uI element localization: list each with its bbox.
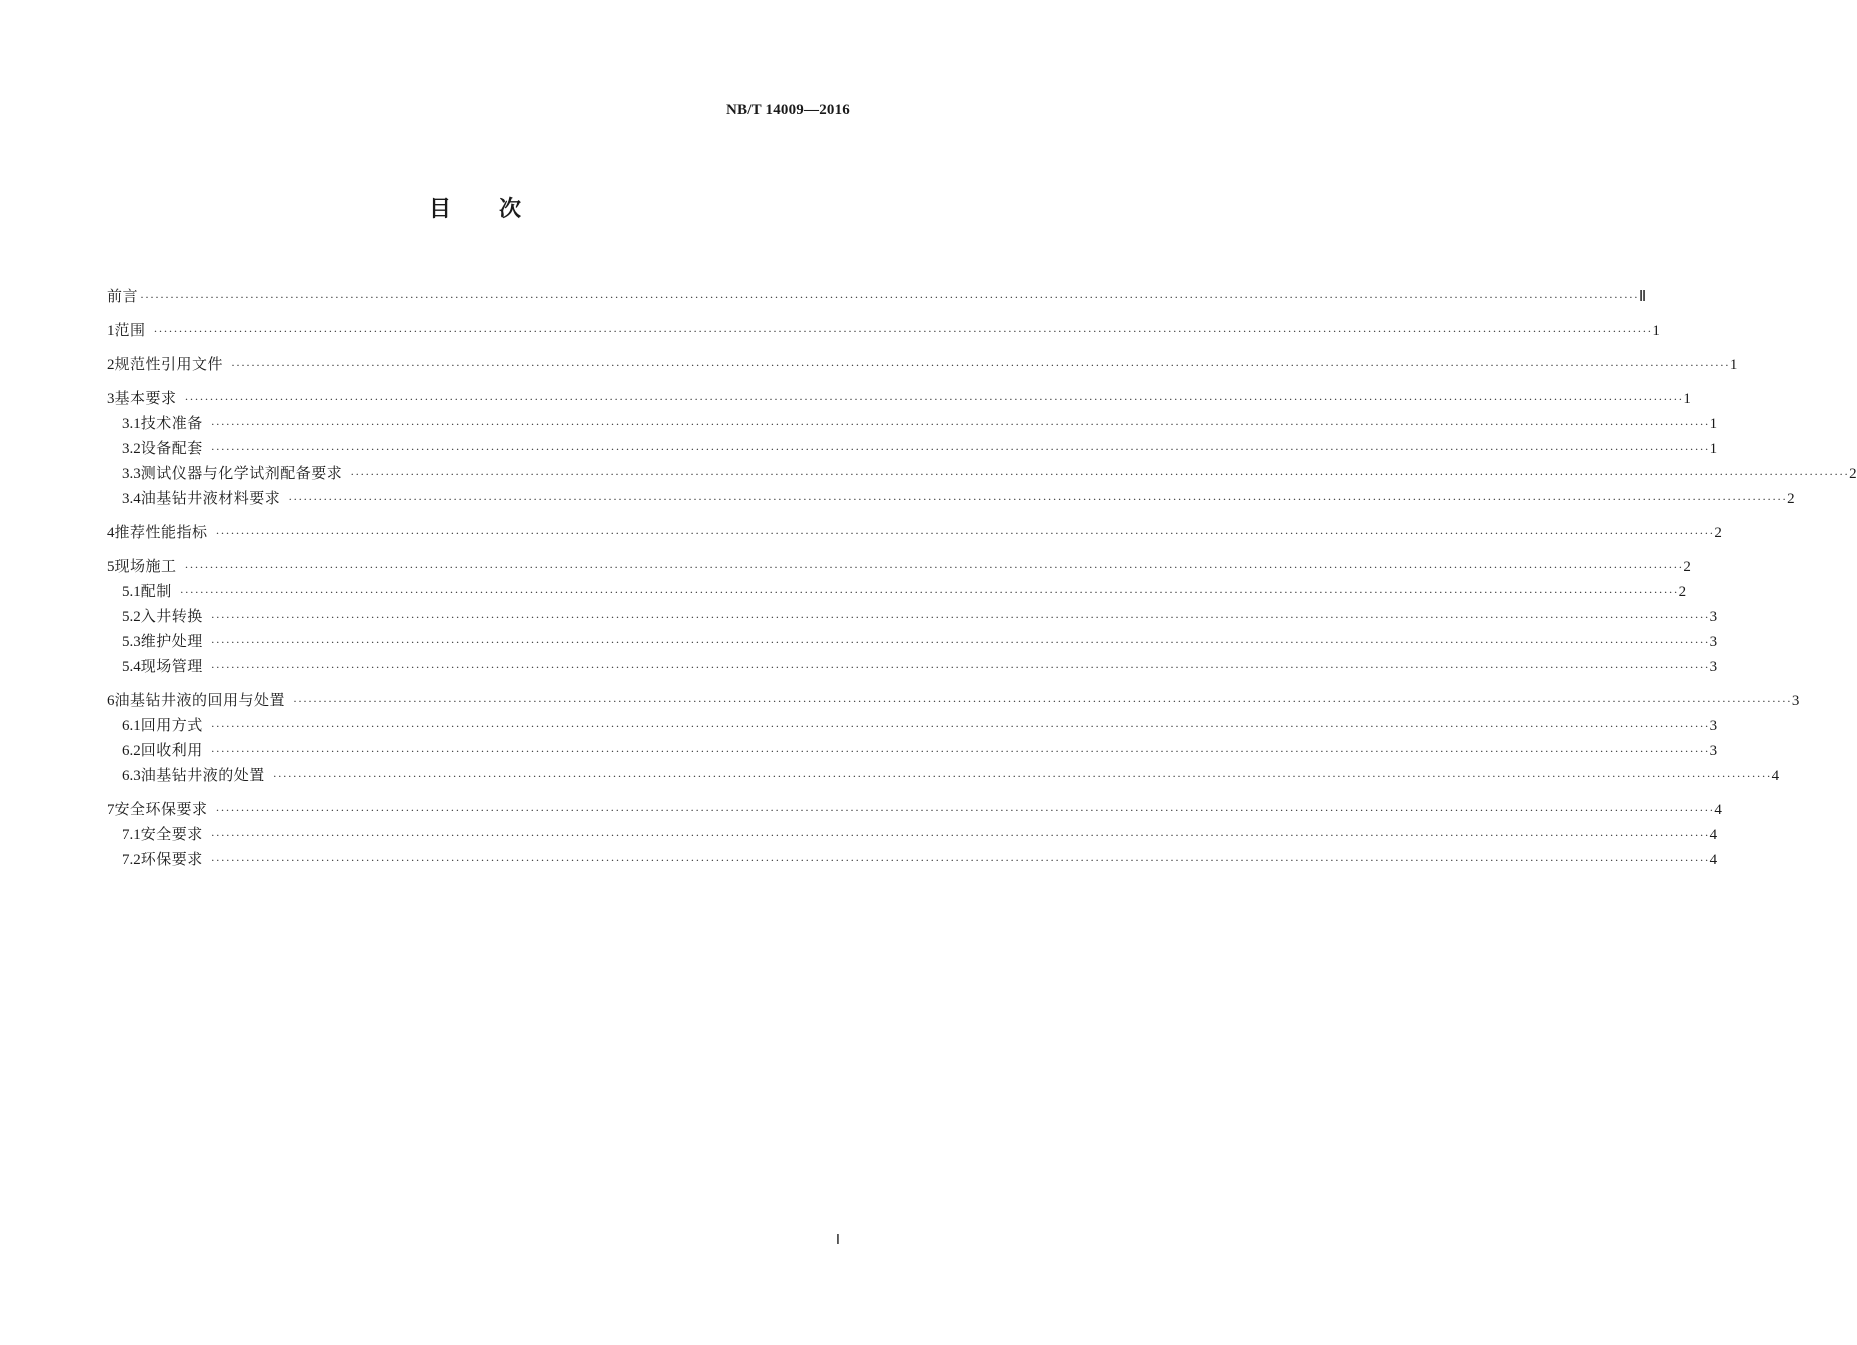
- toc-dot-leader: ············································································································································································································································································································: [231, 358, 1730, 372]
- toc-entry[interactable]: [107, 520, 1722, 545]
- toc-dot-leader: ············································································································································································································································································································: [215, 803, 1715, 817]
- toc-dot-leader: ············································································································································································································································································································: [184, 392, 1684, 406]
- toc-entry-label: 前言: [107, 287, 139, 305]
- toc-dot-leader: ············································································································································································································································································································: [179, 585, 1679, 599]
- toc-entry-label: 测试仪器与化学试剂配备要求: [140, 464, 343, 482]
- toc-entry[interactable]: [107, 688, 1800, 713]
- toc-entry-number: 3.2: [122, 441, 141, 457]
- toc-entry[interactable]: [107, 713, 1718, 738]
- toc-entry[interactable]: [107, 461, 1857, 486]
- toc-entry-number: 5: [107, 559, 115, 575]
- toc-entry[interactable]: [107, 797, 1722, 822]
- toc-entry[interactable]: [107, 352, 1738, 377]
- toc-entry-page: 3: [1709, 659, 1718, 675]
- toc-dot-leader: ············································································································································································································································································································: [272, 769, 1772, 783]
- standard-number: NB/T 14009—2016: [726, 102, 850, 118]
- toc-entry-label: 规范性引用文件: [114, 355, 224, 373]
- toc-dot-leader: ············································································································································································································································································································: [210, 635, 1710, 649]
- toc-entry[interactable]: [107, 554, 1691, 579]
- toc-entry-label: 安全要求: [140, 825, 203, 843]
- toc-entry-label: 油基钻井液的处置: [140, 766, 265, 784]
- toc-entry-number: 5.4: [122, 659, 141, 675]
- toc-entry-label: 设备配套: [140, 439, 203, 457]
- toc-dot-leader: ············································································································································································································································································································: [293, 694, 1792, 708]
- toc-entry[interactable]: [107, 629, 1718, 654]
- toc-entry-page: 2: [1787, 491, 1795, 507]
- toc-entry-number: 7.1: [122, 827, 141, 843]
- toc-entry-label: 安全环保要求: [114, 800, 208, 818]
- toc-entry-number: 1: [107, 323, 115, 339]
- toc-entry-page: Ⅱ: [1638, 289, 1647, 305]
- toc-entry-page: 1: [1729, 357, 1738, 373]
- toc-entry[interactable]: [107, 284, 1647, 309]
- toc-entry[interactable]: [107, 738, 1718, 763]
- toc-entry-page: 4: [1771, 768, 1780, 784]
- toc-entry-page: 1: [1683, 391, 1691, 407]
- toc-entry-number: 6.3: [122, 768, 141, 784]
- toc-entry-label: 入井转换: [140, 607, 203, 625]
- toc-entry-page: 2: [1714, 525, 1722, 541]
- toc-dot-leader: ············································································································································································································································································································: [140, 290, 1639, 304]
- toc-entry-number: 7: [107, 802, 115, 818]
- toc-dot-leader: ············································································································································································································································································································: [210, 442, 1710, 456]
- toc-entry-label: 现场管理: [140, 657, 203, 675]
- toc-entry[interactable]: [107, 411, 1718, 436]
- toc-entry-number: 6.2: [122, 743, 141, 759]
- toc-entry-number: 2: [107, 357, 115, 373]
- toc-entry-label: 环保要求: [140, 850, 203, 868]
- toc-entry-number: 6.1: [122, 718, 141, 734]
- toc-entry-number: 5.3: [122, 634, 141, 650]
- toc-entry-page: 1: [1709, 441, 1718, 457]
- toc-entry-number: 3.1: [122, 416, 141, 432]
- toc-entry-number: 5.1: [122, 584, 141, 600]
- toc-entry-number: 6: [107, 693, 115, 709]
- toc-entry-number: 7.2: [122, 852, 141, 868]
- toc-dot-leader: ············································································································································································································································································································: [210, 417, 1710, 431]
- toc-entry[interactable]: [107, 579, 1687, 604]
- toc-entry-label: 现场施工: [114, 557, 177, 575]
- toc-entry-page: 3: [1709, 718, 1718, 734]
- toc-entry-label: 技术准备: [140, 414, 203, 432]
- toc-entry-label: 维护处理: [140, 632, 203, 650]
- toc-entry-label: 配制: [140, 582, 172, 600]
- toc-entry-page: 1: [1652, 323, 1660, 339]
- toc-dot-leader: ············································································································································································································································································································: [210, 610, 1710, 624]
- toc-entry[interactable]: [107, 822, 1718, 847]
- toc-entry-number: 4: [107, 525, 115, 541]
- toc-dot-leader: ············································································································································································································································································································: [210, 744, 1710, 758]
- toc-dot-leader: ············································································································································································································································································································: [288, 492, 1788, 506]
- toc-entry-label: 范围: [114, 321, 146, 339]
- toc-dot-leader: ············································································································································································································································································································: [350, 467, 1850, 481]
- toc-entry-number: 3.4: [122, 491, 141, 507]
- toc-entry-page: 2: [1683, 559, 1691, 575]
- toc-dot-leader: ············································································································································································································································································································: [153, 324, 1653, 338]
- toc-entry[interactable]: [107, 318, 1660, 343]
- toc-entry-number: 3.3: [122, 466, 141, 482]
- toc-entry-page: 4: [1709, 852, 1718, 868]
- toc-entry-page: 3: [1791, 693, 1800, 709]
- toc-entry-page: 3: [1709, 743, 1718, 759]
- toc-entry[interactable]: [107, 386, 1691, 411]
- toc-entry[interactable]: [107, 847, 1718, 872]
- toc-entry[interactable]: [107, 486, 1795, 511]
- toc-dot-leader: ············································································································································································································································································································: [210, 828, 1710, 842]
- footer-page-number: Ⅰ: [835, 1233, 840, 1248]
- table-of-contents: [107, 284, 1857, 872]
- toc-dot-leader: ············································································································································································································································································································: [210, 853, 1710, 867]
- toc-dot-leader: ············································································································································································································································································································: [210, 660, 1710, 674]
- toc-entry[interactable]: [107, 654, 1718, 679]
- toc-dot-leader: ············································································································································································································································································································: [184, 560, 1684, 574]
- toc-entry-label: 回用方式: [140, 716, 203, 734]
- toc-entry-label: 油基钻井液的回用与处置: [114, 691, 286, 709]
- toc-entry-page: 4: [1714, 802, 1722, 818]
- toc-entry-page: 3: [1709, 634, 1718, 650]
- toc-entry-page: 2: [1678, 584, 1687, 600]
- toc-entry-number: 3: [107, 391, 115, 407]
- toc-entry-page: 1: [1709, 416, 1718, 432]
- toc-entry-page: 2: [1849, 466, 1857, 482]
- toc-entry-label: 基本要求: [114, 389, 177, 407]
- toc-dot-leader: ············································································································································································································································································································: [210, 719, 1710, 733]
- toc-dot-leader: ············································································································································································································································································································: [215, 526, 1715, 540]
- toc-entry-label: 油基钻井液材料要求: [140, 489, 281, 507]
- toc-entry-label: 推荐性能指标: [114, 523, 208, 541]
- toc-entry-label: 回收利用: [140, 741, 203, 759]
- page-title: 目次: [428, 197, 569, 222]
- toc-entry[interactable]: [107, 436, 1718, 461]
- toc-entry[interactable]: [107, 604, 1718, 629]
- toc-entry-page: 3: [1709, 609, 1718, 625]
- toc-entry[interactable]: [107, 763, 1780, 788]
- toc-entry-number: 5.2: [122, 609, 141, 625]
- toc-entry-page: 4: [1709, 827, 1718, 843]
